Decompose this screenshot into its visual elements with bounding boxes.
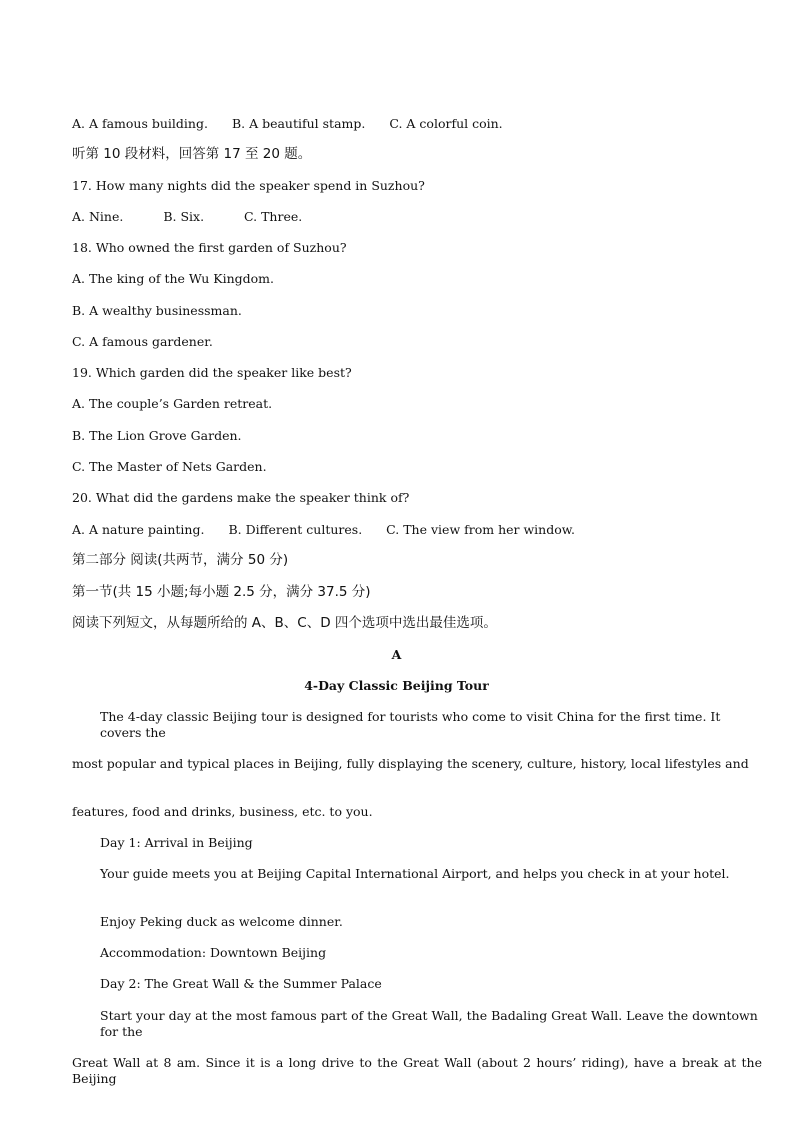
q17-option-b: B. Six. <box>163 209 205 224</box>
q19-question: 19. Which garden did the speaker like best? <box>72 365 352 380</box>
day2-title: Day 2: The Great Wall & the Summer Palace <box>100 976 382 991</box>
q16-options <box>72 116 503 132</box>
day1-accommodation: Accommodation: Downtown Beijing <box>100 945 327 960</box>
q18-option-b: B. A wealthy businessman. <box>72 303 242 318</box>
q18-option-c: C. A famous gardener. <box>72 334 213 349</box>
q16-option-c: C. A colorful coin. <box>389 116 503 131</box>
q17-question: 17. How many nights did the speaker spend in Suzhou? <box>72 178 425 193</box>
q19-option-a: A. The couple’s Garden retreat. <box>72 396 273 411</box>
q18-question: 18. Who owned the first garden of Suzhou? <box>72 240 347 255</box>
section-heading-10: 听第 10 段材料，回答第 17 至 20 题。 <box>72 146 312 162</box>
q19-option-b: B. The Lion Grove Garden. <box>72 428 242 443</box>
q18-option-a: A. The king of the Wu Kingdom. <box>72 271 275 286</box>
day1-text: Your guide meets you at Beijing Capital International Airport, and helps you check in at your hotel. <box>100 866 730 881</box>
q16-option-a: A. A famous building. <box>72 116 208 131</box>
passage-para1-line1: The 4-day classic Beijing tour is designed for tourists who come to visit China for the first time. It covers the <box>100 709 721 740</box>
passage-para1-line3: features, food and drinks, business, etc. to you. <box>72 804 373 819</box>
q20-options <box>72 522 575 538</box>
q20-option-b: B. Different cultures. <box>228 522 363 537</box>
passage-letter: A <box>391 647 402 662</box>
part2-instruction: 阅读下列短文，从每题所给的 A、B、C、D 四个选项中选出最佳选项。 <box>72 615 497 631</box>
q17-option-a: A. Nine. <box>72 209 124 224</box>
q19-option-c: C. The Master of Nets Garden. <box>72 459 267 474</box>
day2-text-line1: Start your day at the most famous part of the Great Wall, the Badaling Great Wall. Leave the downtown for the <box>100 1008 758 1039</box>
q20-option-a: A. A nature painting. <box>72 522 205 537</box>
passage-title: 4-Day Classic Beijing Tour <box>304 678 489 693</box>
q20-question: 20. What did the gardens make the speaker think of? <box>72 490 410 505</box>
part2-heading: 第二部分 阅读(共两节，满分 50 分) <box>72 552 289 568</box>
q17-option-c: C. Three. <box>244 209 303 224</box>
q16-option-b: B. A beautiful stamp. <box>231 116 366 131</box>
q17-options <box>72 209 302 225</box>
day2-text-line2: Great Wall at 8 am. Since it is a long drive to the Great Wall (about 2 hours’ riding), have a break at the Beijing <box>72 1055 762 1086</box>
passage-para1-line2: most popular and typical places in Beijing, fully displaying the scenery, culture, history, local lifestyles and <box>72 756 749 771</box>
part2-section1: 第一节(共 15 小题;每小题 2.5 分，满分 37.5 分) <box>72 584 371 600</box>
day1-dinner: Enjoy Peking duck as welcome dinner. <box>100 914 343 929</box>
day1-title: Day 1: Arrival in Beijing <box>100 835 253 850</box>
q20-option-c: C. The view from her window. <box>386 522 575 537</box>
